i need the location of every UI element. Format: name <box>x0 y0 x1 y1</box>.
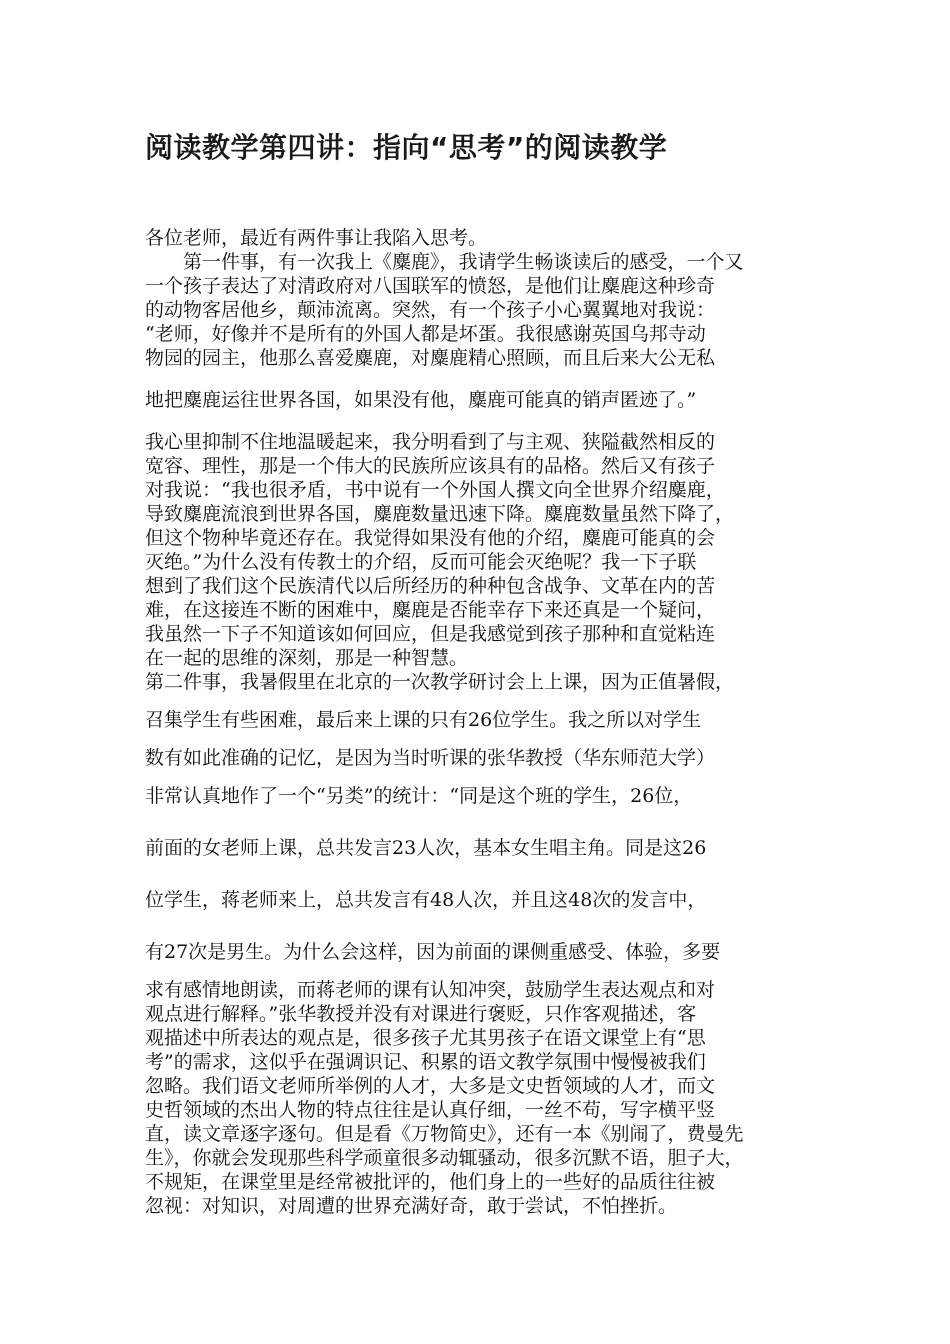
text-line: 求有感情地朗读，而蒋老师的课有认知冲突，鼓励学生表达观点和对 <box>145 979 716 1001</box>
text-line: 数有如此准确的记忆，是因为当时听课的张华教授（华东师范大学） <box>145 747 716 769</box>
text-line: 物园的园主，他那么喜爱麋鹿，对麋鹿精心照顾，而且后来大公无私 <box>145 347 716 369</box>
text-line: 导致麋鹿流浪到世界各国，麋鹿数量迅速下降。麋鹿数量虽然下降了， <box>145 503 735 525</box>
text-line: 想到了我们这个民族清代以后所经历的种种包含战争、文革在内的苦 <box>145 575 716 597</box>
text-line: 我心里抑制不住地温暖起来，我分明看到了与主观、狭隘截然相反的 <box>145 431 716 453</box>
text-line: 地把麋鹿运往世界各国，如果没有他，麋鹿可能真的销声匿迹了。” <box>145 389 697 411</box>
text-line: 生》，你就会发现那些科学顽童很多动辄骚动，很多沉默不语，胆子大， <box>145 1147 744 1169</box>
text-line: 召集学生有些困难，最后来上课的只有26位学生。我之所以对学生 <box>145 709 702 731</box>
text-line: 忽视：对知识，对周遭的世界充满好奇，敢于尝试，不怕挫折。 <box>145 1195 678 1217</box>
text-line: 第二件事，我暑假里在北京的一次教学研讨会上上课，因为正值暑假， <box>145 671 735 693</box>
text-line: 难，在这接连不断的困难中，麋鹿是否能幸存下来还真是一个疑问， <box>145 599 716 621</box>
text-line: 宽容、理性，那是一个伟大的民族所应该具有的品格。然后又有孩子 <box>145 455 716 477</box>
text-line: 观描述中所表达的观点是，很多孩子尤其男孩子在语文课堂上有“思 <box>145 1027 706 1049</box>
text-line: 对我说：“我也很矛盾，书中说有一个外国人撰文向全世界介绍麋鹿， <box>145 479 725 501</box>
text-line: 观点进行解释。”张华教授并没有对课进行褒贬，只作客观描述，客 <box>145 1003 697 1025</box>
text-line: 的动物客居他乡，颠沛流离。突然，有一个孩子小心翼翼地对我说： <box>145 299 716 321</box>
text-line: 非常认真地作了一个“另类”的统计：“同是这个班的学生，26位， <box>145 785 693 807</box>
text-line: 考”的需求，这似乎在强调识记、积累的语文教学氛围中慢慢被我们 <box>145 1051 706 1073</box>
document-body <box>145 226 817 1218</box>
text-line: 不规矩，在课堂里是经常被批评的，他们身上的一些好的品质往往被 <box>145 1171 716 1193</box>
text-line: “老师，好像并不是所有的外国人都是坏蛋。我很感谢英国乌邦寺动 <box>145 323 706 345</box>
text-line: 但这个物种毕竟还存在。我觉得如果没有他的介绍，麋鹿可能真的会 <box>145 527 716 549</box>
text-line: 在一起的思维的深刻，那是一种智慧。 <box>145 647 469 669</box>
text-line: 位学生，蒋老师来上，总共发言有48人次，并且这48次的发言中， <box>145 889 707 911</box>
text-line: 一个孩子表达了对清政府对八国联军的愤怒，是他们让麋鹿这种珍奇 <box>145 275 716 297</box>
document-title: 阅读教学第四讲：指向“思考”的阅读教学 <box>145 131 668 164</box>
text-line: 有27次是男生。为什么会这样，因为前面的课侧重感受、体验，多要 <box>145 941 721 963</box>
text-line: 前面的女老师上课，总共发言23人次，基本女生唱主角。同是这26 <box>145 837 707 859</box>
text-line: 灭绝。”为什么没有传教士的介绍，反而可能会灭绝呢？我一下子联 <box>145 551 697 573</box>
text-line: 直，读文章逐字逐句。但是看《万物简史》，还有一本《别闹了，费曼先 <box>145 1123 744 1145</box>
text-line: 史哲领域的杰出人物的特点往往是认真仔细，一丝不苟，写字横平竖 <box>145 1099 716 1121</box>
text-line: 各位老师，最近有两件事让我陷入思考。 <box>145 227 488 249</box>
text-line: 忽略。我们语文老师所举例的人才，大多是文史哲领域的人才，而文 <box>145 1075 716 1097</box>
text-line: 第一件事，有一次我上《麋鹿》，我请学生畅谈读后的感受，一个又 <box>145 251 744 273</box>
text-line: 我虽然一下子不知道该如何回应，但是我感觉到孩子那种和直觉粘连 <box>145 623 716 645</box>
